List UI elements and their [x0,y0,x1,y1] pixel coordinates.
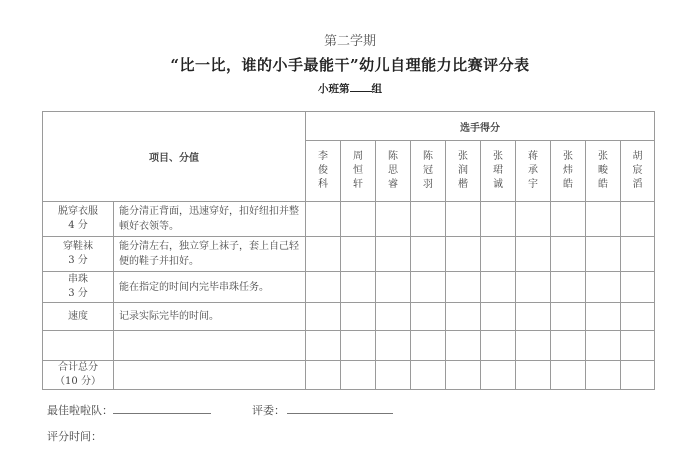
score-cell[interactable] [516,272,551,303]
score-cell[interactable] [446,272,481,303]
score-cell[interactable] [481,331,516,361]
criteria-cell [114,361,306,390]
semester-label: 第二学期 [323,34,376,49]
best-cheer-team-label: 最佳啦啦队： [47,404,113,417]
score-cell[interactable] [306,331,341,361]
total-cell[interactable] [481,361,516,390]
total-cell[interactable] [446,361,481,390]
total-cell[interactable] [341,361,376,390]
table-row [43,331,655,361]
score-cell[interactable] [306,303,341,331]
item-score-header: 项目、分值 [43,112,306,202]
score-cell[interactable] [551,272,586,303]
score-cell[interactable] [376,303,411,331]
item-cell: 脱穿衣服 4 分 [43,202,114,237]
score-cell[interactable] [516,202,551,237]
table-row [43,202,655,237]
player-name: 周恒轩 [341,141,376,202]
score-cell[interactable] [341,272,376,303]
page-title: “比一比，谁的小手最能干”幼儿自理能力比赛评分表 [170,56,530,74]
criteria-cell [114,331,306,361]
total-cell[interactable] [306,361,341,390]
item-cell: 速度 [43,303,114,331]
group-number-blank[interactable] [350,80,372,92]
score-cell[interactable] [376,237,411,272]
table-row [43,303,655,331]
score-cell[interactable] [586,272,621,303]
total-cell[interactable] [586,361,621,390]
total-cell[interactable] [516,361,551,390]
group-prefix: 小班第 [318,83,350,95]
scoring-time-field [47,428,102,444]
player-name: 陈思睿 [376,141,411,202]
score-cell[interactable] [411,303,446,331]
score-cell[interactable] [376,331,411,361]
score-cell[interactable] [586,303,621,331]
player-name: 张炜皓 [551,141,586,202]
score-cell[interactable] [621,272,655,303]
score-cell[interactable] [341,303,376,331]
best-cheer-team-blank[interactable] [113,403,211,414]
score-cell[interactable] [341,202,376,237]
player-scores-header: 选手得分 [306,112,655,141]
total-cell[interactable] [621,361,655,390]
criteria-cell: 记录实际完毕的时间。 [114,303,306,331]
total-cell[interactable] [551,361,586,390]
score-cell[interactable] [481,303,516,331]
item-cell: 串珠 3 分 [43,272,114,303]
player-name: 张珺诚 [481,141,516,202]
score-cell[interactable] [376,202,411,237]
score-cell[interactable] [341,331,376,361]
score-cell[interactable] [586,331,621,361]
score-cell[interactable] [551,331,586,361]
group-suffix: 组 [371,83,382,95]
criteria-cell: 能在指定的时间内完毕串珠任务。 [114,272,306,303]
score-cell[interactable] [481,237,516,272]
group-label [0,80,700,96]
item-cell [43,331,114,361]
score-cell[interactable] [446,331,481,361]
best-cheer-team-field [47,402,211,418]
player-name: 胡宸滔 [621,141,655,202]
score-cell[interactable] [411,331,446,361]
judge-field [252,402,393,418]
scoring-time-label: 评分时间： [47,430,102,443]
score-cell[interactable] [551,303,586,331]
score-cell[interactable] [551,202,586,237]
score-cell[interactable] [481,202,516,237]
score-cell[interactable] [306,202,341,237]
player-name: 张润楷 [446,141,481,202]
score-cell[interactable] [411,202,446,237]
score-cell[interactable] [341,237,376,272]
judge-label: 评委： [252,404,285,417]
score-cell[interactable] [481,272,516,303]
score-cell[interactable] [411,272,446,303]
table-row [43,272,655,303]
table-row [43,237,655,272]
player-name: 李俊科 [306,141,341,202]
criteria-cell: 能分清左右，独立穿上袜子，套上自己轻便的鞋子并扣好。 [114,237,306,272]
score-cell[interactable] [551,237,586,272]
score-cell[interactable] [446,202,481,237]
player-name: 张畯皓 [586,141,621,202]
score-cell[interactable] [306,272,341,303]
score-cell[interactable] [621,202,655,237]
total-cell[interactable] [376,361,411,390]
table-row-total [43,361,655,390]
player-name: 蒋承宇 [516,141,551,202]
score-cell[interactable] [516,303,551,331]
score-cell[interactable] [621,303,655,331]
score-cell[interactable] [621,331,655,361]
judge-blank[interactable] [287,403,393,414]
score-cell[interactable] [586,202,621,237]
item-cell: 穿鞋袜 3 分 [43,237,114,272]
total-cell[interactable] [411,361,446,390]
score-cell[interactable] [586,237,621,272]
criteria-cell: 能分清正背面，迅速穿好，扣好纽扣并整顿好衣领等。 [114,202,306,237]
score-cell[interactable] [376,272,411,303]
score-cell[interactable] [306,237,341,272]
score-table [42,111,655,390]
score-cell[interactable] [446,237,481,272]
score-cell[interactable] [516,237,551,272]
score-cell[interactable] [516,331,551,361]
score-cell[interactable] [446,303,481,331]
player-name: 陈冠羽 [411,141,446,202]
score-cell[interactable] [411,237,446,272]
score-cell[interactable] [621,237,655,272]
total-item-cell: 合计总分 （10 分） [43,361,114,390]
